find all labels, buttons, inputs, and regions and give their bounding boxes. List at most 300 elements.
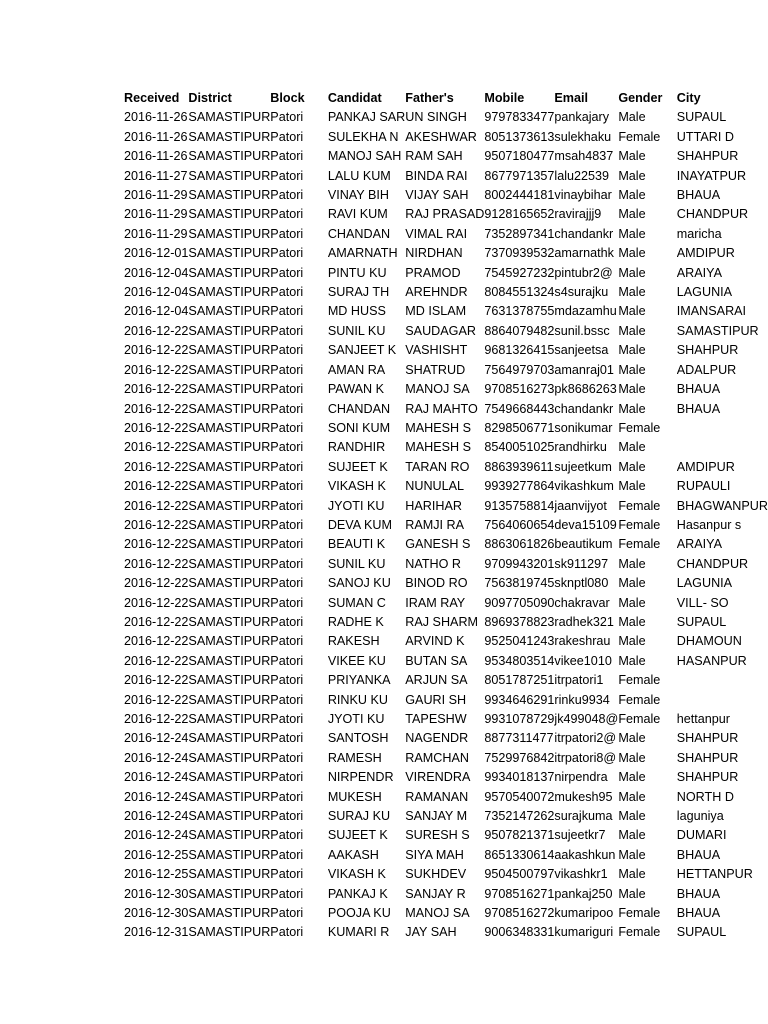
cell-block: Patori — [270, 207, 304, 222]
cell-block: Patori — [270, 517, 304, 532]
cell-block: Patori — [270, 401, 304, 416]
cell-mobile: 8051787251 — [484, 673, 555, 688]
cell-candidate: SUNIL KU — [327, 556, 386, 571]
table-row — [124, 147, 768, 166]
table-row — [124, 167, 768, 186]
cell-received: 2016-12-04 — [124, 304, 189, 319]
cell-city: DHAMOUN — [676, 634, 742, 649]
cell-received: 2016-11-29 — [124, 226, 188, 241]
cell-district: SAMASTIPUR — [188, 731, 271, 746]
cell-gender: Female — [618, 712, 661, 726]
table-row — [124, 923, 768, 942]
cell-candidate: KUMARI R — [327, 925, 390, 940]
cell-mobile: 8540051025 — [484, 440, 555, 455]
cell-mobile: 9708516273 — [484, 382, 555, 397]
cell-candidate: AMARNATH — [327, 246, 398, 261]
cell-candidate: RADHE K — [327, 614, 384, 629]
column-header-mobile: Mobile — [484, 91, 525, 105]
table-row — [124, 788, 768, 807]
column-header-district: District — [188, 91, 232, 105]
cell-gender: Male — [618, 653, 646, 668]
cell-block: Patori — [270, 809, 304, 824]
cell-block: Patori — [270, 789, 304, 804]
cell-fathers-name: RAJ MAHTO — [405, 401, 478, 416]
cell-gender: Male — [618, 886, 646, 901]
cell-fathers-name: RAJ PRASAD — [405, 207, 485, 222]
cell-fathers-name: VIMAL RAI — [405, 226, 468, 241]
cell-candidate: RAMESH — [327, 750, 382, 765]
cell-received: 2016-12-04 — [124, 285, 189, 300]
cell-received: 2016-12-25 — [124, 867, 189, 882]
cell-fathers-name: BUTAN SA — [405, 653, 468, 668]
cell-candidate: VIKASH K — [327, 479, 386, 494]
cell-gender: Male — [618, 809, 646, 824]
cell-block: Patori — [270, 867, 304, 882]
cell-city: SAMASTIPUR — [676, 323, 759, 338]
cell-candidate: RANDHIR — [327, 440, 386, 455]
cell-mobile: 7370939532 — [484, 246, 555, 261]
table-row — [124, 244, 768, 263]
cell-district: SAMASTIPUR — [188, 440, 271, 455]
cell-city: ARAIYA — [676, 265, 723, 280]
cell-mobile: 8863939611 — [484, 459, 554, 474]
cell-fathers-name: NUNULAL — [405, 479, 465, 494]
cell-candidate: VIKEE KU — [327, 653, 386, 668]
cell-block: Patori — [270, 440, 304, 455]
cell-district: SAMASTIPUR — [188, 517, 271, 532]
cell-gender: Male — [618, 440, 646, 455]
table-row — [124, 380, 768, 399]
cell-mobile: 9097705090 — [484, 595, 555, 610]
table-row — [124, 671, 768, 690]
cell-mobile: 9135758814 — [484, 498, 555, 513]
cell-received: 2016-12-24 — [124, 789, 189, 804]
cell-email: vinaybihar — [554, 188, 612, 203]
cell-city: BHAUA — [676, 847, 721, 862]
table-row — [124, 108, 768, 127]
cell-received: 2016-12-22 — [124, 692, 189, 707]
cell-block: Patori — [270, 498, 304, 513]
cell-email: mukesh95 — [554, 789, 613, 804]
cell-gender: Female — [618, 420, 661, 435]
cell-email: vikashkum — [554, 479, 614, 494]
cell-city: CHANDPUR — [676, 207, 749, 222]
cell-block: Patori — [270, 265, 304, 280]
cell-received: 2016-12-22 — [124, 653, 189, 668]
cell-received: 2016-12-24 — [124, 828, 189, 843]
cell-fathers-name: GAURI SH — [405, 692, 467, 707]
cell-fathers-name: MD ISLAM — [405, 304, 467, 319]
cell-city: AMDIPUR — [676, 246, 735, 261]
cell-block: Patori — [270, 712, 304, 726]
cell-block: Patori — [270, 285, 304, 300]
cell-mobile: 9507821371 — [484, 828, 555, 843]
cell-city — [677, 419, 768, 438]
cell-fathers-name: MAHESH S — [405, 420, 472, 435]
cell-district: SAMASTIPUR — [188, 712, 271, 726]
table-body — [124, 108, 768, 942]
cell-city: CHANDPUR — [676, 556, 749, 571]
cell-city: NORTH D — [676, 789, 734, 804]
cell-district: SAMASTIPUR — [188, 459, 271, 474]
table-row — [124, 594, 768, 613]
cell-block: Patori — [270, 750, 304, 765]
cell-city: AMDIPUR — [676, 459, 735, 474]
cell-mobile: 7352147262 — [484, 809, 555, 824]
cell-email: msah4837 — [554, 149, 614, 164]
cell-candidate: SUNIL KU — [327, 323, 386, 338]
cell-received: 2016-12-22 — [124, 498, 189, 513]
cell-district: SAMASTIPUR — [188, 556, 271, 571]
cell-candidate: SANJEET K — [327, 343, 397, 358]
cell-mobile: 7549668443 — [484, 401, 555, 416]
table-row — [124, 885, 768, 904]
cell-city: BHAUA — [676, 382, 721, 397]
cell-city: LAGUNIA — [676, 285, 733, 300]
cell-email: sulekhaku — [554, 129, 612, 144]
column-header-fathers-name: Father's — [405, 91, 454, 105]
cell-district: SAMASTIPUR — [188, 789, 271, 804]
cell-candidate: JYOTI KU — [327, 498, 385, 513]
cell-mobile: 9507180477 — [484, 149, 555, 164]
cell-block: Patori — [270, 653, 304, 668]
cell-candidate: AAKASH — [327, 847, 379, 862]
cell-gender: Male — [618, 401, 646, 416]
cell-candidate: RAKESH — [327, 634, 380, 649]
cell-fathers-name: SHATRUD — [405, 362, 466, 377]
cell-fathers-name: NIRDHAN — [405, 246, 463, 261]
cell-fathers-name: MANOJ SA — [405, 382, 470, 397]
cell-email: kumaripoo — [554, 906, 614, 921]
cell-received: 2016-12-30 — [124, 906, 189, 921]
data-table — [124, 89, 768, 943]
cell-fathers-name: RAMCHAN — [405, 750, 469, 765]
cell-block: Patori — [270, 634, 304, 649]
column-header-gender: Gender — [618, 91, 663, 105]
cell-mobile: 9934018137 — [484, 770, 555, 785]
table-row — [124, 729, 768, 748]
cell-fathers-name: SAUDAGAR — [405, 323, 476, 338]
cell-district: SAMASTIPUR — [188, 168, 271, 183]
cell-received: 2016-12-24 — [124, 809, 189, 824]
cell-gender: Male — [618, 731, 646, 746]
cell-email: pankaj250 — [554, 886, 613, 901]
cell-received: 2016-11-26 — [124, 129, 188, 144]
cell-block: Patori — [270, 479, 304, 494]
cell-gender: Male — [618, 770, 646, 785]
cell-received: 2016-12-22 — [124, 556, 189, 571]
cell-fathers-name: VIRENDRA — [405, 770, 471, 785]
cell-mobile: 9709943201 — [484, 556, 555, 571]
cell-mobile: 8298506771 — [484, 420, 555, 435]
cell-block: Patori — [270, 770, 304, 785]
cell-received: 2016-12-22 — [124, 479, 189, 494]
cell-candidate: DEVA KUM — [327, 517, 392, 532]
cell-received: 2016-11-26 — [124, 110, 188, 125]
cell-block: Patori — [270, 246, 304, 261]
cell-block: Patori — [270, 537, 304, 552]
cell-gender: Male — [618, 149, 646, 164]
cell-candidate: VIKASH K — [327, 867, 386, 882]
cell-gender: Female — [618, 129, 661, 144]
cell-fathers-name: RAMANAN — [405, 789, 469, 804]
cell-email: kumariguri — [554, 925, 614, 940]
cell-district: SAMASTIPUR — [188, 886, 271, 901]
cell-fathers-name: MANOJ SA — [405, 906, 470, 921]
cell-block: Patori — [270, 614, 304, 629]
cell-district: SAMASTIPUR — [188, 750, 271, 765]
cell-block: Patori — [270, 847, 304, 862]
cell-email: beautikum — [554, 537, 613, 552]
cell-block: Patori — [270, 149, 304, 164]
cell-gender: Male — [618, 207, 646, 222]
cell-fathers-name: PRAMOD — [405, 265, 461, 280]
cell-candidate: SURAJ TH — [327, 285, 390, 300]
table-row — [124, 419, 768, 438]
table-row — [124, 458, 768, 477]
cell-email: pintubr2@ — [554, 265, 613, 280]
cell-gender: Male — [618, 556, 646, 571]
cell-block: Patori — [270, 556, 304, 571]
cell-mobile: 7564979703 — [484, 362, 555, 377]
header-row — [124, 89, 768, 108]
cell-email: itrpatori2@ — [554, 731, 617, 746]
cell-email: lalu22539 — [554, 168, 610, 183]
cell-gender: Female — [618, 692, 661, 707]
cell-district: SAMASTIPUR — [188, 420, 271, 435]
cell-candidate: BEAUTI K — [327, 537, 386, 552]
cell-email: amanraj01 — [554, 362, 614, 377]
cell-received: 2016-12-22 — [124, 537, 189, 552]
cell-fathers-name: MAHESH S — [405, 440, 472, 455]
cell-city: BHAGWANPUR — [676, 498, 768, 513]
cell-candidate: SUJEET K — [327, 828, 388, 843]
cell-email: nirpendra — [554, 770, 608, 785]
cell-candidate: MANOJ SAH — [327, 149, 402, 164]
cell-city: BHAUA — [676, 401, 721, 416]
cell-city: IMANSARAI — [676, 304, 747, 319]
cell-candidate: PINTU KU — [327, 265, 387, 280]
table-row — [124, 826, 768, 845]
cell-district: SAMASTIPUR — [188, 498, 271, 513]
cell-city — [677, 691, 768, 710]
cell-email: surajkuma — [554, 809, 613, 824]
cell-block: Patori — [270, 925, 304, 940]
cell-district: SAMASTIPUR — [188, 246, 271, 261]
cell-candidate: CHANDAN — [327, 226, 391, 241]
cell-candidate: MUKESH — [327, 789, 382, 804]
cell-received: 2016-11-29 — [124, 207, 188, 222]
cell-received: 2016-12-22 — [124, 712, 189, 726]
cell-candidate: MD HUSS — [327, 304, 386, 319]
cell-mobile: 9681326415 — [484, 343, 555, 358]
table-row — [124, 400, 768, 419]
cell-candidate: SONI KUM — [327, 420, 391, 435]
cell-fathers-name: NAGENDR — [405, 731, 469, 746]
cell-mobile: 9797833477 — [484, 110, 555, 125]
cell-gender: Male — [618, 828, 646, 843]
cell-gender: Male — [618, 168, 646, 183]
cell-block: Patori — [270, 343, 304, 358]
cell-gender: Female — [618, 517, 661, 532]
cell-email: jk499048@ — [554, 712, 619, 726]
cell-city: VILL- SO — [676, 595, 729, 610]
table-row — [124, 535, 768, 554]
cell-district: SAMASTIPUR — [188, 770, 271, 785]
cell-mobile: 8051373613 — [484, 129, 555, 144]
table-row — [124, 555, 768, 574]
cell-received: 2016-12-22 — [124, 323, 189, 338]
cell-email: pankajary — [554, 110, 610, 125]
cell-district: SAMASTIPUR — [188, 401, 271, 416]
table-row — [124, 341, 768, 360]
cell-email: itrpatori8@ — [554, 750, 617, 765]
cell-gender: Female — [618, 537, 661, 552]
cell-candidate: PANKAJ K — [327, 886, 388, 901]
cell-fathers-name: SUKHDEV — [405, 867, 467, 882]
table-row — [124, 283, 768, 302]
cell-received: 2016-12-31 — [124, 925, 189, 940]
cell-gender: Male — [618, 789, 646, 804]
cell-candidate: SUJEET K — [327, 459, 388, 474]
cell-district: SAMASTIPUR — [188, 110, 271, 125]
cell-city: SHAHPUR — [676, 343, 739, 358]
cell-district: SAMASTIPUR — [188, 595, 271, 610]
cell-district: SAMASTIPUR — [188, 362, 271, 377]
cell-mobile: 9525041243 — [484, 634, 555, 649]
cell-fathers-name: VIJAY SAH — [405, 188, 469, 203]
cell-candidate: SURAJ KU — [327, 809, 391, 824]
table-row — [124, 302, 768, 321]
cell-district: SAMASTIPUR — [188, 226, 271, 241]
cell-gender: Male — [618, 188, 646, 203]
table-row — [124, 574, 768, 593]
cell-fathers-name: AKESHWAR — [405, 129, 477, 144]
cell-district: SAMASTIPUR — [188, 809, 271, 824]
cell-candidate: RINKU KU — [327, 692, 388, 707]
cell-city: SHAHPUR — [676, 770, 739, 785]
cell-city: HETTANPUR — [676, 867, 753, 882]
cell-mobile: 9006348331 — [484, 925, 555, 940]
table-row — [124, 710, 768, 729]
cell-received: 2016-12-30 — [124, 886, 189, 901]
cell-block: Patori — [270, 459, 304, 474]
cell-city: BHAUA — [676, 886, 721, 901]
cell-gender: Male — [618, 576, 646, 591]
cell-fathers-name: SANJAY M — [405, 809, 468, 824]
cell-candidate: RAVI KUM — [327, 207, 388, 222]
table-row — [124, 497, 768, 516]
cell-district: SAMASTIPUR — [188, 634, 271, 649]
cell-city: DUMARI — [676, 828, 727, 843]
cell-district: SAMASTIPUR — [188, 129, 271, 144]
cell-district: SAMASTIPUR — [188, 673, 271, 688]
cell-fathers-name: UN SINGH — [405, 110, 467, 125]
cell-gender: Female — [618, 673, 661, 688]
cell-city: laguniya — [676, 809, 724, 824]
cell-email: amarnathk — [554, 246, 614, 261]
cell-candidate: CHANDAN — [327, 401, 391, 416]
cell-block: Patori — [270, 731, 304, 746]
cell-district: SAMASTIPUR — [188, 653, 271, 668]
cell-email: sk911297 — [554, 556, 609, 571]
cell-gender: Male — [618, 847, 646, 862]
cell-email: sonikumar — [554, 420, 613, 435]
cell-mobile: 8863061826 — [484, 537, 555, 552]
cell-email: ravirajjj9 — [554, 207, 602, 222]
cell-fathers-name: TAPESHW — [405, 712, 467, 726]
cell-gender: Male — [618, 323, 646, 338]
cell-city: RUPAULI — [676, 479, 731, 494]
column-header-city: City — [676, 91, 701, 105]
cell-mobile: 7564060654 — [484, 517, 555, 532]
cell-fathers-name: BINDA RAI — [405, 168, 468, 183]
cell-district: SAMASTIPUR — [188, 867, 271, 882]
cell-mobile: 8677971357 — [484, 168, 555, 183]
cell-gender: Male — [618, 459, 646, 474]
cell-district: SAMASTIPUR — [188, 847, 271, 862]
cell-email: sanjeetsa — [554, 343, 609, 358]
cell-candidate: POOJA KU — [327, 906, 391, 921]
table-row — [124, 225, 768, 244]
table-row — [124, 322, 768, 341]
cell-city: SHAHPUR — [676, 731, 739, 746]
cell-received: 2016-11-29 — [124, 188, 188, 203]
cell-received: 2016-12-22 — [124, 440, 189, 455]
table-row — [124, 205, 768, 224]
cell-gender: Male — [618, 614, 646, 629]
cell-mobile: 9534803514 — [484, 653, 555, 668]
cell-mobile: 7563819745 — [484, 576, 555, 591]
cell-city: SHAHPUR — [676, 149, 739, 164]
cell-district: SAMASTIPUR — [188, 343, 271, 358]
cell-mobile: 8969378823 — [484, 614, 555, 629]
cell-email: jaanvijyot — [554, 498, 607, 513]
table-row — [124, 516, 768, 535]
cell-fathers-name: NATHO R — [405, 556, 462, 571]
cell-city — [677, 438, 768, 457]
table-row — [124, 807, 768, 826]
cell-district: SAMASTIPUR — [188, 614, 271, 629]
cell-mobile: 8002444181 — [484, 188, 555, 203]
cell-fathers-name: SURESH S — [405, 828, 470, 843]
cell-received: 2016-12-01 — [124, 246, 189, 261]
cell-city: SUPAUL — [676, 110, 727, 125]
cell-email: sujeetkr7 — [554, 828, 606, 843]
cell-block: Patori — [270, 420, 304, 435]
cell-mobile: 7529976842 — [484, 750, 555, 765]
cell-mobile: 7631378755 — [484, 304, 555, 319]
cell-city: ARAIYA — [676, 537, 723, 552]
table-row — [124, 613, 768, 632]
cell-district: SAMASTIPUR — [188, 382, 271, 397]
cell-candidate: PAWAN K — [327, 382, 385, 397]
table-row — [124, 264, 768, 283]
cell-gender: Male — [618, 226, 646, 241]
cell-district: SAMASTIPUR — [188, 188, 271, 203]
cell-city: SUPAUL — [676, 614, 727, 629]
cell-email: vikashkr1 — [554, 867, 608, 882]
cell-city: SUPAUL — [676, 925, 727, 940]
cell-mobile: 9934646291 — [484, 692, 555, 707]
cell-district: SAMASTIPUR — [188, 576, 271, 591]
cell-block: Patori — [270, 906, 304, 921]
cell-district: SAMASTIPUR — [188, 285, 271, 300]
cell-fathers-name: RAM SAH — [405, 149, 463, 164]
cell-candidate: SULEKHA N — [327, 129, 399, 144]
cell-gender: Female — [618, 906, 661, 921]
cell-candidate: VINAY BIH — [327, 188, 389, 203]
